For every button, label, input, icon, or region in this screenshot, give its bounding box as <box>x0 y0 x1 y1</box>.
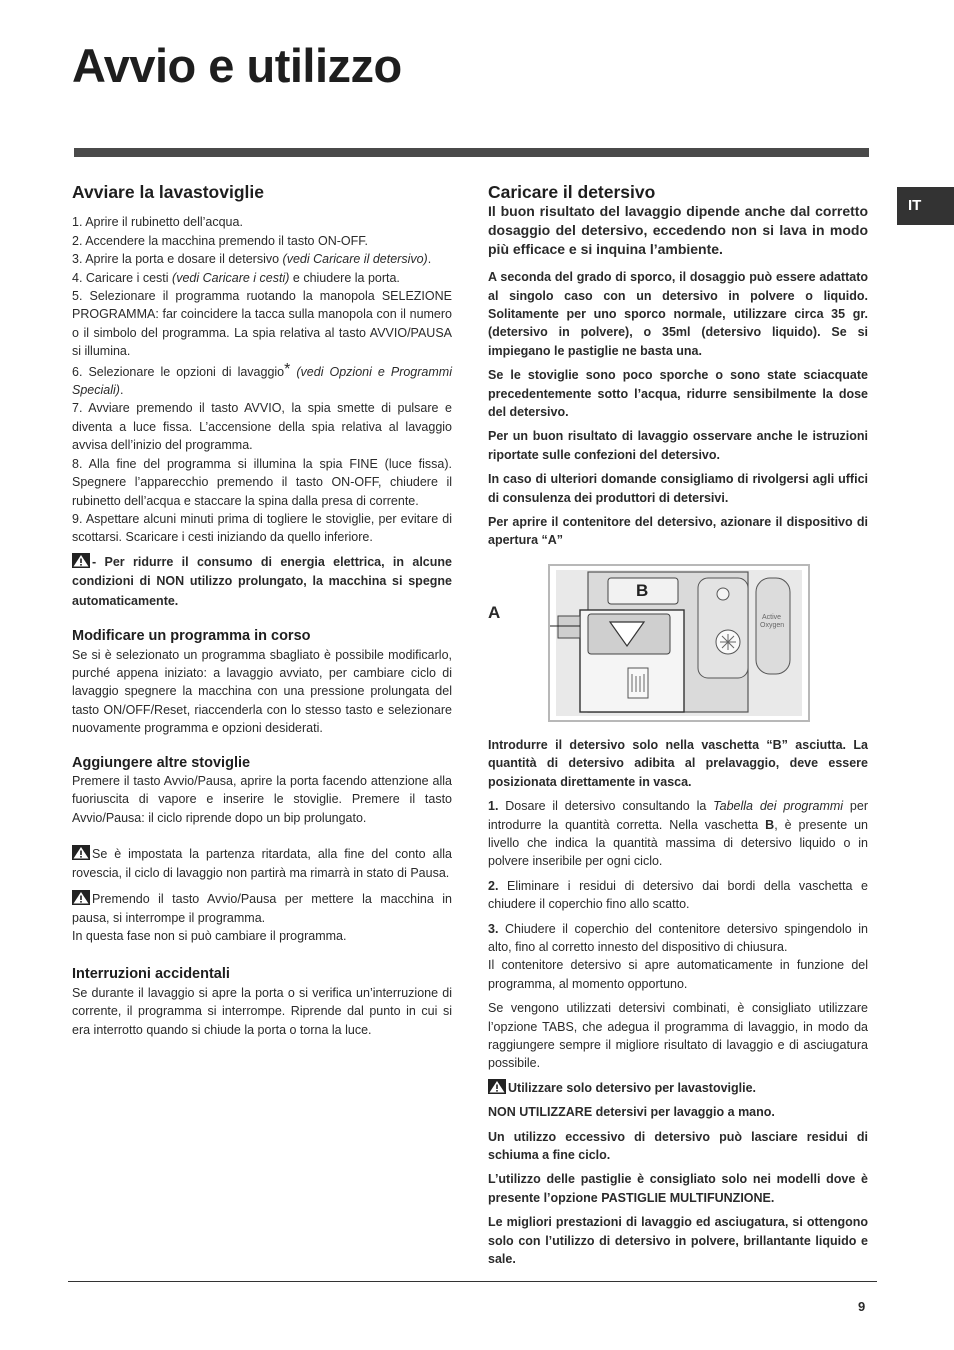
language-tab: IT <box>897 187 954 225</box>
detergent-only-warning: Utilizzare solo detersivo per lavastoviglie. <box>488 1079 868 1097</box>
tabs-paragraph: Se vengono utilizzati detersivi combinati, è consigliato utilizzare l’opzione TABS, che adegua il programma di lavaggio, in modo da raggiungere sempre il migliore risultato di lavaggio e di asciugatura possibile. <box>488 1001 868 1071</box>
active-text: Active <box>762 613 782 621</box>
footer-rule <box>68 1281 877 1282</box>
instruction-3-note: Il contenitore detersivo si apre automaticamente in funzione del programma, al momento opportuno. <box>488 958 868 991</box>
step-7: 7. Avviare premendo il tasto AVVIO, la spia smette di pulsare e diventa a luce fissa. L’accensione della spia relativa al lavaggio avvisa dell’inizio del programma. <box>72 401 452 453</box>
page-number: 9 <box>858 1299 866 1314</box>
light-soil-paragraph: Se le stoviglie sono poco sporche o sono state sciacquate precedentemente sotto l’acqua, ridurre sensibilmente la dose del detersivo. <box>488 368 868 420</box>
energy-warning: - Per ridurre il consumo di energia elettrica, in alcune condizioni di NON utilizzo prolungato, la macchina si spegne automaticamente. <box>72 554 452 608</box>
step-9: 9. Aspettare alcuni minuti prima di togliere le stoviglie, per evitare di scottarsi. Scaricare i cesti iniziando da quello inferiore. <box>72 511 452 545</box>
step-5: 5. Selezionare il programma ruotando la manopola SELEZIONE PROGRAMMA: far coincidere la tacca sulla manopola con il numero o il simbolo del programma. La spia relativa al tasto AVVIO/PAUSA si illumina. <box>72 289 452 359</box>
figure-label-a: A <box>488 602 501 622</box>
right-column <box>488 183 868 1268</box>
start-steps <box>72 213 452 546</box>
pause-warning: Premendo il tasto Avvio/Pausa per mettere la macchina in pausa, si interrompe il programma. <box>72 892 452 925</box>
oxygen-text: Oxygen <box>760 621 785 629</box>
interrupt-text: Se durante il lavaggio si apre la porta o si verifica un’interruzione di corrente, il programma si interrompe. Riprende dal punto in cui si era interrotto quando si chiude la porta o torna la luce. <box>72 985 452 1037</box>
modify-heading: Modificare un programma in corso <box>72 628 311 645</box>
title-rule <box>74 148 869 157</box>
warning-icon <box>72 845 90 860</box>
warning-icon <box>72 890 90 905</box>
interrupt-heading: Interruzioni accidentali <box>72 966 230 983</box>
step-8: 8. Alla fine del programma si illumina la spia FINE (luce fissa). Spegnere l’apparecchio premendo il tasto ON-OFF, chiudere il rubinetto dell’acqua e staccare la spina dalla presa di corrente. <box>72 456 452 508</box>
best-performance-note: Le migliori prestazioni di lavaggio ed asciugatura, si ottengono solo con l’utilizzo di detersivo in polvere, brillantante liquido e sale. <box>488 1215 868 1267</box>
instruction-3: 3. Chiudere il coperchio del contenitore detersivo spingendolo in alto, fino al corretto innesto del dispositivo di chiusura. <box>488 921 868 954</box>
open-dispenser-paragraph: Per aprire il contenitore del detersivo, azionare il dispositivo di apertura “A” <box>488 515 868 548</box>
package-paragraph: Per un buon risultato di lavaggio osservare anche le istruzioni riportate sulle confezioni del detersivo. <box>488 429 868 462</box>
figure-label-b: B <box>636 580 649 600</box>
excess-warning: Un utilizzo eccessivo di detersivo può lasciare residui di schiuma a fine ciclo. <box>488 1129 868 1162</box>
hand-wash-warning: NON UTILIZZARE detersivi per lavaggio a mano. <box>488 1105 775 1120</box>
detergent-lead: Il buon risultato del lavaggio dipende anche dal corretto dosaggio del detersivo, eccedendo non si lava in modo più efficace e si inquina l’ambiente. <box>488 203 868 257</box>
start-heading: Avviare la lavastoviglie <box>72 182 264 202</box>
tablets-warning: L’utilizzo delle pastiglie è consigliato solo nei modelli dove è presente l’opzione PASTIGLIE MULTIFUNZIONE. <box>488 1172 868 1205</box>
page-title: Avvio e utilizzo <box>72 39 402 92</box>
step-2: 2. Accendere la macchina premendo il tasto ON-OFF. <box>72 233 368 248</box>
add-heading: Aggiungere altre stoviglie <box>72 754 251 771</box>
detergent-heading: Caricare il detersivo <box>488 182 656 202</box>
dosage-paragraph: A seconda del grado di sporco, il dosaggio può essere adattato al singolo caso con un detersivo in polvere o liquido. Solitamente per uno sporco normale, utilizzare circa 35 gr. (detersivo in polvere), o 35ml (detersivo liquido). Se si impiegano le pastiglie ne basta una. <box>488 270 868 358</box>
left-column <box>72 183 452 1039</box>
pause-note: In questa fase non si può cambiare il programma. <box>72 928 347 943</box>
delay-warning: Se è impostata la partenza ritardata, alla fine del conto alla rovescia, il ciclo di lavaggio non partirà ma rimarrà in stato di Pausa. <box>72 847 452 880</box>
instruction-2: 2. Eliminare i residui di detersivo dai bordi della vaschetta e chiudere il coperchio fino allo scatto. <box>488 878 868 912</box>
warning-icon <box>72 553 90 568</box>
instruction-1: 1. Dosare il detersivo consultando la Tabella dei programmi per introdurre la quantità corretta. Nella vaschetta B, è presente un livello che indica la quantità massima di detersivo liquido o in polvere inseribile per ogni ciclo. <box>488 799 868 869</box>
step-4: 4. Caricare i cesti (vedi Caricare i cesti) e chiudere la porta. <box>72 270 400 285</box>
questions-paragraph: In caso di ulteriori domande consigliamo di rivolgersi agli uffici di consulenza dei produttori di detersivi. <box>488 472 868 505</box>
dispenser-figure <box>488 564 810 722</box>
step-3: 3. Aprire la porta e dosare il detersivo (vedi Caricare il detersivo). <box>72 252 432 267</box>
detergent-dispenser-illustration <box>548 564 810 722</box>
add-text: Premere il tasto Avvio/Pausa, aprire la porta facendo attenzione alla fuoriuscita di vapore e inserire le stoviglie. Premere il tasto Avvio/Pausa: il ciclo riprende dopo un bip prolungato. <box>72 774 452 825</box>
modify-text: Se si è selezionato un programma sbagliato è possibile modificarlo, purché appena iniziato: a lavaggio avviato, per cambiare ciclo di lavaggio spegnere la macchina con una pressione prolungata del tasto ON/OFF/Reset, riaccenderla con lo stesso tasto e selezionare nuovamente programma e opzioni desiderati. <box>72 647 452 736</box>
step-1: 1. Aprire il rubinetto dell’acqua. <box>72 215 243 230</box>
insert-paragraph: Introdurre il detersivo solo nella vaschetta “B” asciutta. La quantità di detersivo adibita al prelavaggio, deve essere posizionata direttamente in vasca. <box>488 737 868 789</box>
step-6: 6. Selezionare le opzioni di lavaggio* (vedi Opzioni e Programmi Speciali). <box>72 360 452 398</box>
warning-icon <box>488 1079 506 1094</box>
